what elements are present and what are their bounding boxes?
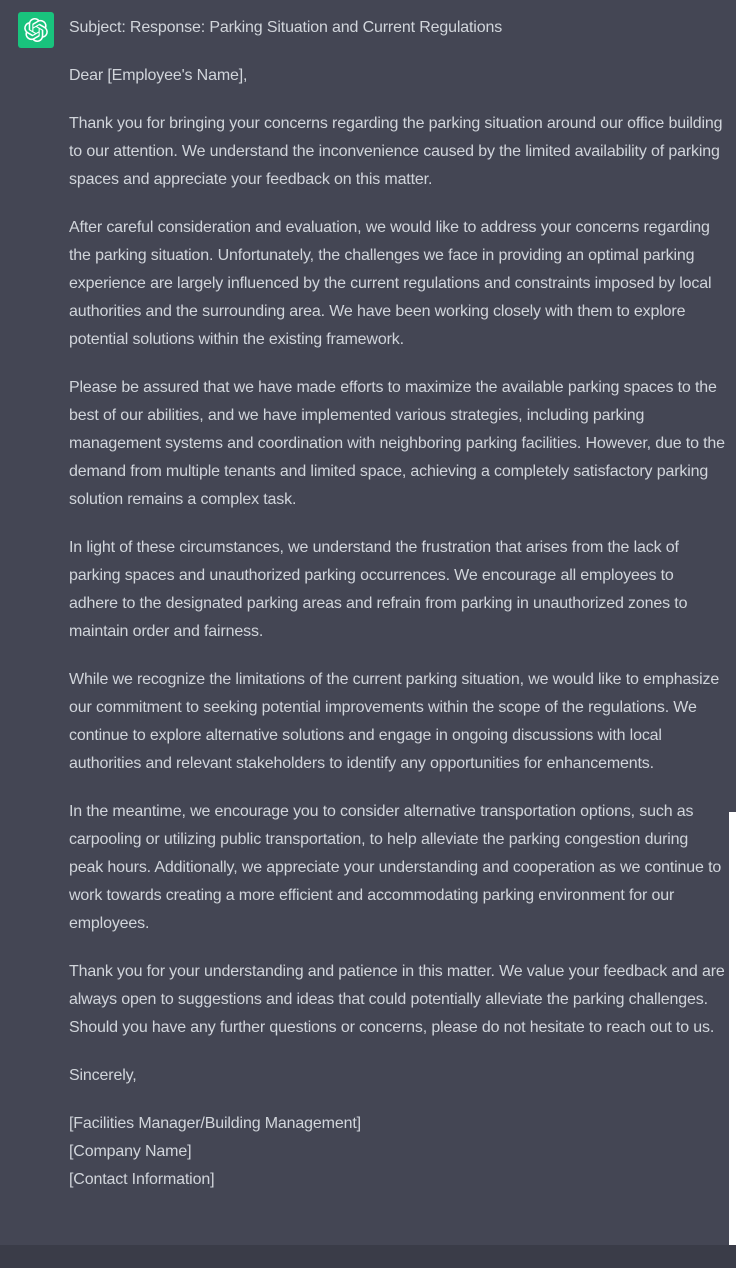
email-paragraph: While we recognize the limitations of the current parking situation, we would like to emphasize our commitment to seeking potential improvements within the scope of the regulations. We continue to explore alternative solutions and engage in ongoing discussions with local authorities and relevant stakeholders to identify any opportunities for enhancements. — [69, 671, 720, 772]
signature-line: [Contact Information] — [69, 1171, 215, 1188]
email-paragraph: Thank you for your understanding and patience in this matter. We value your feedback and are always open to suggestions and ideas that could potentially alleviate the parking challenges. Should you have any further questions or concerns, please do not hesitate to reach out to us. — [69, 963, 725, 1036]
email-paragraph: Please be assured that we have made efforts to maximize the available parking spaces to the best of our abilities, and we have implemented various strategies, including parking management systems and coordination with neighboring parking facilities. However, due to the demand from multiple tenants and limited space, achieving a completely satisfactory parking solution remains a complex task. — [69, 379, 725, 508]
email-subject-line: Subject: Response: Parking Situation and Current Regulations — [69, 19, 503, 36]
assistant-avatar — [18, 12, 54, 48]
signature-line: [Company Name] — [69, 1143, 192, 1160]
email-paragraph: In light of these circumstances, we understand the frustration that arises from the lack of parking spaces and unauthorized parking occurrences. We encourage all employees to adhere to the designated parking areas and refrain from parking in unauthorized zones to maintain order and fairness. — [69, 539, 688, 640]
email-paragraph: After careful consideration and evaluation, we would like to address your concerns regarding the parking situation. Unfortunately, the challenges we face in providing an optimal parking experience are largely influenced by the current regulations and constraints imposed by local authorities and the surrounding area. We have been working closely with them to explore potential solutions within the existing framework. — [69, 219, 712, 348]
email-closing: Sincerely, — [69, 1067, 137, 1084]
email-greeting: Dear [Employee's Name], — [69, 67, 248, 84]
signature-line: [Facilities Manager/Building Management] — [69, 1115, 361, 1132]
scrollbar-thumb[interactable] — [729, 812, 736, 1245]
email-signature-block — [69, 1110, 725, 1194]
email-paragraph: Thank you for bringing your concerns regarding the parking situation around our office building to our attention. We understand the inconvenience caused by the limited availability of parking spaces and appreciate your feedback on this matter. — [69, 115, 723, 188]
openai-logo-icon — [24, 18, 48, 42]
next-row-edge — [0, 1245, 736, 1268]
email-body — [69, 14, 725, 1194]
email-paragraph: In the meantime, we encourage you to consider alternative transportation options, such as carpooling or utilizing public transportation, to help alleviate the parking congestion during peak hours. Additionally, we appreciate your understanding and cooperation as we continue to work towards creating a more efficient and accommodating parking environment for our employees. — [69, 803, 722, 932]
